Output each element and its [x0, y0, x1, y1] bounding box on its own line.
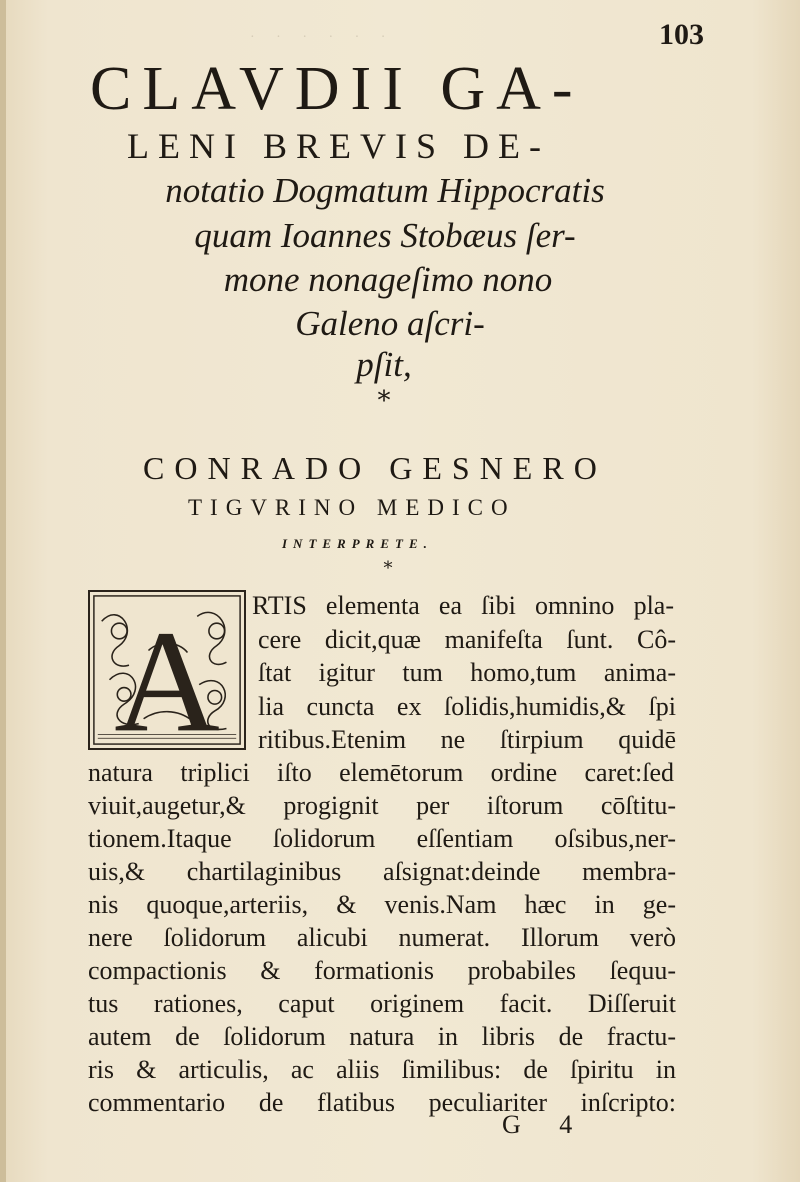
body-line: uis,& chartilaginibus aſsignat:deinde membra- — [88, 857, 676, 886]
subtitle-line: pſit, — [356, 345, 412, 384]
body-line: RTIS elementa ea ſibi omnino pla- — [252, 591, 674, 620]
asterisk-ornament: * — [377, 386, 391, 416]
translator-origin: TIGVRINO MEDICO — [188, 495, 516, 520]
initial-letter: A — [114, 600, 220, 748]
body-line: viuit,augetur,& progignit per iſtorum cōſtitu- — [88, 791, 676, 820]
title-line-2: LENI BREVIS DE- — [127, 126, 550, 166]
subtitle-line: notatio Dogmatum Hippocratis — [165, 171, 605, 210]
signature-mark: G 4 — [502, 1110, 589, 1139]
body-line: commentario de flatibus peculiariter inſcripto: — [88, 1088, 676, 1117]
decorated-initial — [88, 590, 246, 750]
body-line: compactionis & formationis probabiles ſequu- — [88, 956, 676, 985]
body-line: ſtat igitur tum homo,tum anima- — [258, 658, 676, 687]
body-line: lia cuncta ex ſolidis,humidis,& ſpi — [258, 692, 676, 721]
body-line: autem de ſolidorum natura in libris de fractu- — [88, 1022, 676, 1051]
body-line: nis quoque,arteriis, & venis.Nam hæc in ge- — [88, 890, 676, 919]
translator-role: INTERPRETE. — [282, 536, 433, 551]
body-line: nere ſolidorum alicubi numerat. Illorum verò — [88, 923, 676, 952]
body-line: ritibus.Etenim ne ſtirpium quidē — [258, 725, 676, 754]
bleed-through-text: · · · · · · — [250, 30, 395, 45]
body-line: tus rationes, caput originem facit. Diſſeruit — [88, 989, 676, 1018]
translator-name: CONRADO GESNERO — [143, 450, 607, 486]
page-number: 103 — [659, 18, 704, 51]
body-line: ris & articulis, ac aliis ſimilibus: de ſpiritu in — [88, 1055, 676, 1084]
subtitle-line: mone nonageſimo nono — [223, 260, 553, 299]
subtitle-line: quam Ioannes Stobæus ſer- — [194, 216, 576, 255]
subtitle-line: Galeno aſcri- — [295, 304, 485, 343]
body-line: natura triplici iſto elemētorum ordine caret:ſed — [88, 758, 674, 787]
asterisk-ornament: * — [383, 558, 393, 579]
body-line: tionem.Itaque ſolidorum eſſentiam oſsibus,ner- — [88, 824, 676, 853]
floral-initial-icon — [90, 592, 244, 748]
body-line: cere dicit,quæ manifeſta ſunt. Cô- — [258, 625, 676, 654]
title-line-1: CLAVDII GA- — [90, 55, 584, 123]
